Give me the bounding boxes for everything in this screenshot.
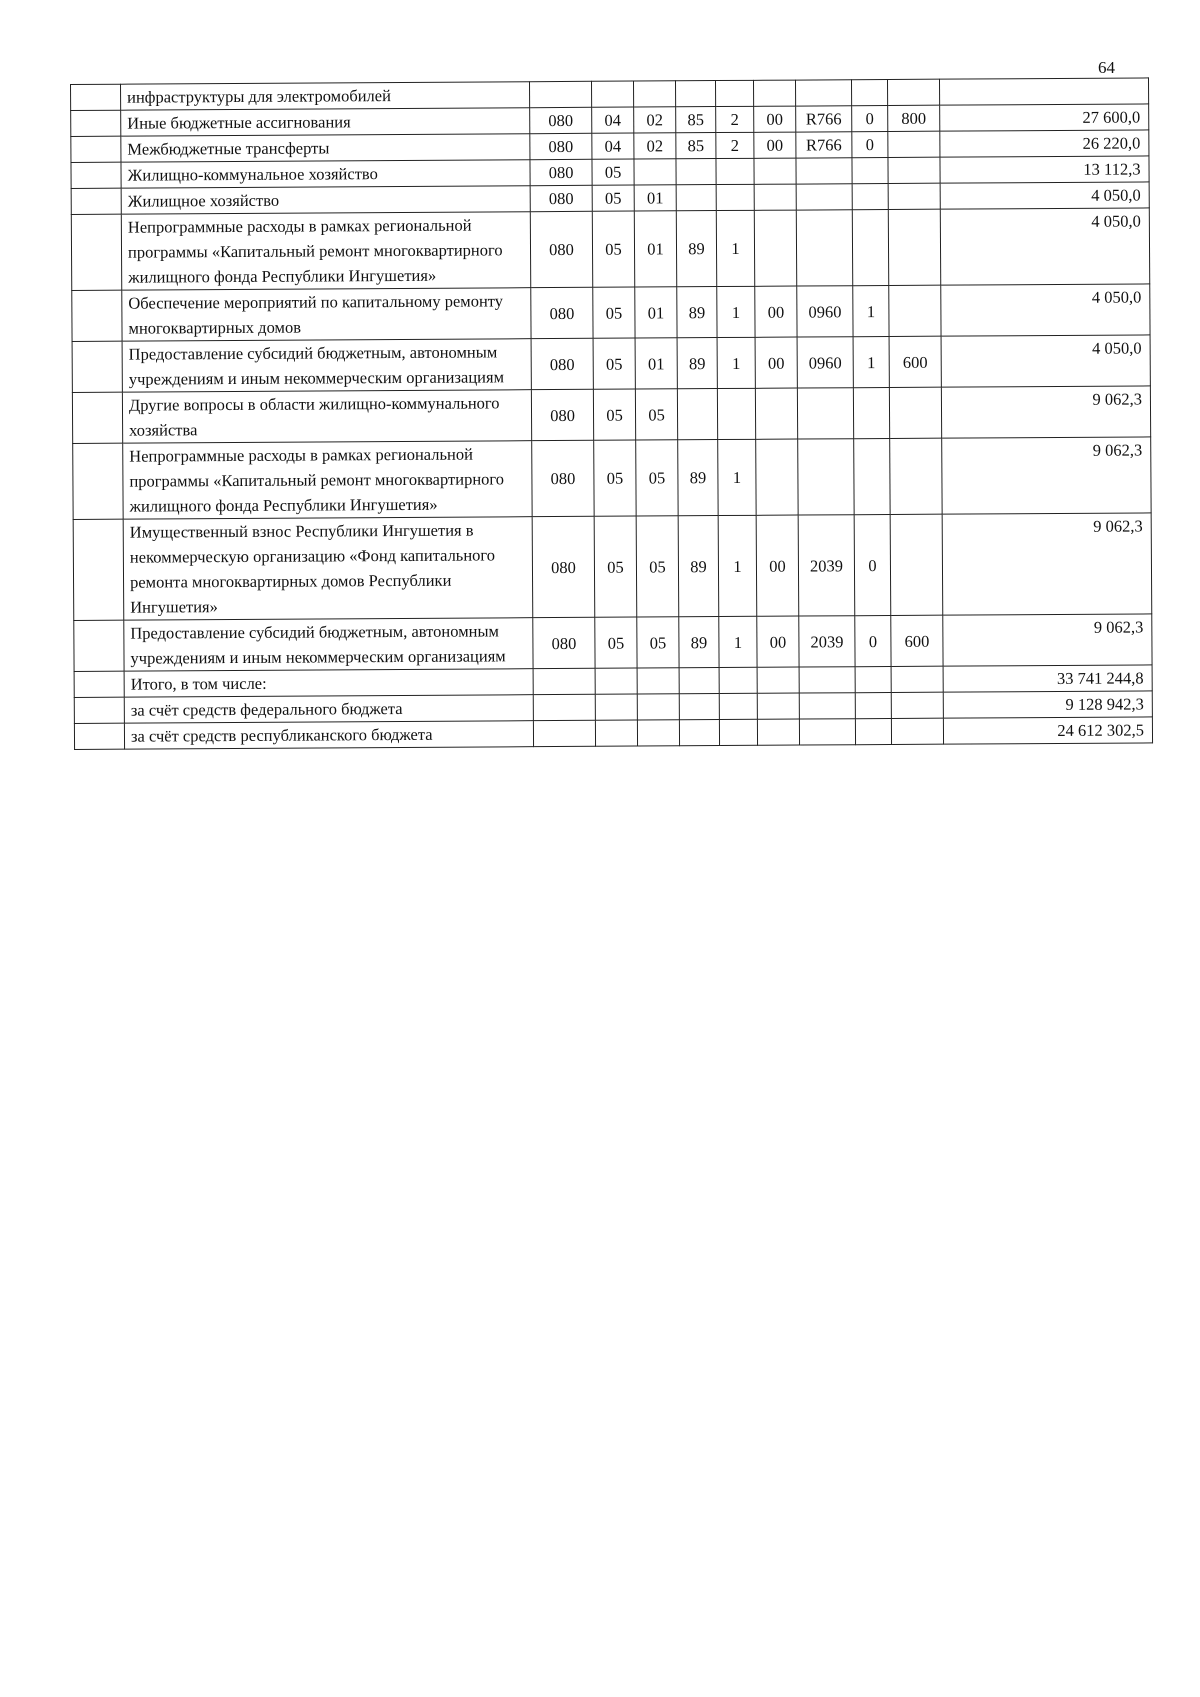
row-name: Предоставление субсидий бюджетным, автономным учреждениям и иным некоммерческим организациям [124, 618, 533, 671]
amount-cell: 9 062,3 [943, 614, 1152, 666]
section-code [591, 81, 633, 107]
subprogram-code: 1 [718, 439, 756, 515]
extra-code [855, 718, 891, 744]
table-row [73, 513, 1152, 621]
direction-code: 2039 [799, 616, 855, 667]
subsection-code: 02 [634, 133, 676, 159]
section-code [595, 668, 637, 694]
budget-table [70, 77, 1153, 750]
extra-code [852, 158, 888, 184]
section-code: 04 [592, 133, 634, 159]
amount-cell: 33 741 244,8 [943, 665, 1152, 692]
row-number-cell [73, 519, 124, 620]
extra-code: 1 [853, 337, 889, 388]
section-code: 04 [592, 107, 634, 133]
row-number-cell [71, 110, 121, 136]
subprogram-code [716, 158, 754, 184]
table-row [74, 614, 1152, 672]
row-number-cell [71, 136, 121, 162]
expense-type-code: 600 [889, 336, 941, 387]
admin-code [533, 694, 595, 720]
direction-code [798, 439, 854, 515]
event-code [757, 667, 799, 693]
expense-type-code [888, 157, 940, 183]
event-code: 00 [756, 515, 799, 616]
event-code [755, 388, 797, 439]
row-name: Другие вопросы в области жилищно-коммунального хозяйства [122, 390, 531, 443]
amount-cell: 4 050,0 [941, 284, 1150, 336]
row-number-cell [71, 214, 121, 290]
expense-type-code [888, 183, 940, 209]
expense-type-code [888, 131, 940, 157]
amount-cell: 13 112,3 [940, 156, 1149, 183]
admin-code: 080 [530, 133, 592, 159]
event-code: 00 [754, 132, 796, 158]
subsection-code [637, 668, 679, 694]
extra-code [855, 692, 891, 718]
subsection-code: 05 [637, 617, 679, 668]
subsection-code: 02 [634, 107, 676, 133]
extra-code [854, 438, 890, 514]
subprogram-code [719, 719, 757, 745]
program-code: 89 [678, 516, 719, 617]
subsection-code [634, 159, 676, 185]
program-code: 89 [678, 440, 718, 516]
row-name: Итого, в том числе: [124, 669, 533, 697]
row-name: Непрограммные расходы в рамках региональной программы «Капитальный ремонт многоквартирного жилищного фонда Республики Ингушетия» [121, 212, 530, 290]
row-number-cell [73, 443, 123, 519]
extra-code [852, 210, 888, 286]
expense-type-code [889, 285, 941, 336]
event-code: 00 [754, 106, 796, 132]
admin-code [533, 720, 595, 746]
extra-code: 0 [852, 106, 888, 132]
section-code [595, 694, 637, 720]
subsection-code: 05 [636, 516, 679, 617]
extra-code: 0 [854, 514, 891, 615]
program-code: 89 [677, 338, 717, 389]
program-code [679, 668, 719, 694]
event-code [754, 210, 796, 286]
row-number-cell [71, 162, 121, 188]
subsection-code: 01 [635, 338, 677, 389]
amount-cell: 9 062,3 [942, 437, 1151, 514]
row-number-cell [72, 341, 122, 392]
expense-type-code [889, 387, 941, 438]
event-code: 00 [755, 286, 797, 337]
section-code: 05 [595, 617, 637, 668]
section-code: 05 [592, 185, 634, 211]
admin-code: 080 [532, 516, 595, 617]
row-name: Иные бюджетные ассигнования [121, 108, 530, 136]
event-code [753, 80, 795, 106]
program-code [679, 720, 719, 746]
event-code [754, 184, 796, 210]
direction-code: 2039 [798, 515, 855, 616]
admin-code: 080 [531, 389, 593, 440]
subsection-code: 05 [635, 389, 677, 440]
section-code: 05 [592, 159, 634, 185]
admin-code: 080 [530, 211, 592, 287]
section-code: 05 [593, 389, 635, 440]
direction-code [799, 693, 855, 719]
subsection-code [637, 694, 679, 720]
amount-cell: 4 050,0 [940, 182, 1149, 209]
expense-type-code [888, 209, 940, 285]
row-name: Непрограммные расходы в рамках региональной программы «Капитальный ремонт многоквартирного жилищного фонда Республики Ингушетия» [123, 441, 532, 519]
admin-code: 080 [530, 185, 592, 211]
row-number-cell [74, 723, 124, 749]
subprogram-code [715, 80, 753, 106]
subprogram-code [717, 388, 755, 439]
section-code [595, 720, 637, 746]
program-code [676, 159, 716, 185]
section-code: 05 [593, 338, 635, 389]
row-number-cell [71, 84, 121, 110]
amount-cell: 9 062,3 [942, 513, 1152, 615]
table-row [72, 335, 1150, 393]
direction-code [796, 158, 852, 184]
table-row [73, 437, 1151, 520]
subsection-code: 01 [634, 211, 676, 287]
row-number-cell [74, 697, 124, 723]
row-name: Предоставление субсидий бюджетным, автономным учреждениям и иным некоммерческим организациям [122, 339, 531, 392]
expense-type-code [887, 79, 939, 105]
event-code: 00 [755, 337, 797, 388]
subsection-code: 05 [636, 440, 678, 516]
subsection-code: 01 [634, 185, 676, 211]
program-code [675, 81, 715, 107]
row-name: Имущественный взнос Республики Ингушетия в некоммерческую организацию «Фонд капитального ремонта многоквартирных домов Республики Ингушетия» [123, 517, 533, 620]
program-code: 89 [677, 287, 717, 338]
amount-cell: 9 128 942,3 [943, 691, 1152, 718]
amount-cell: 27 600,0 [940, 104, 1149, 131]
subprogram-code: 1 [717, 337, 755, 388]
subprogram-code: 1 [716, 210, 754, 286]
subprogram-code: 1 [717, 286, 755, 337]
row-number-cell [71, 188, 121, 214]
subprogram-code [716, 184, 754, 210]
row-name: Межбюджетные трансферты [121, 134, 530, 162]
subsection-code [637, 720, 679, 746]
direction-code [795, 80, 851, 106]
table-row [71, 208, 1149, 291]
table-row [72, 386, 1150, 444]
subsection-code: 01 [635, 287, 677, 338]
admin-code: 080 [532, 440, 594, 516]
program-code: 85 [676, 107, 716, 133]
direction-code [797, 388, 853, 439]
event-code [756, 439, 798, 515]
row-name: инфраструктуры для электромобилей [121, 82, 530, 110]
subprogram-code [719, 667, 757, 693]
expense-type-code [891, 666, 943, 692]
program-code [676, 185, 716, 211]
direction-code: R766 [796, 132, 852, 158]
extra-code [852, 184, 888, 210]
extra-code [853, 388, 889, 439]
row-number-cell [74, 671, 124, 697]
subprogram-code: 1 [719, 616, 757, 667]
event-code: 00 [757, 616, 799, 667]
expense-type-code [890, 438, 942, 514]
subsection-code [633, 81, 675, 107]
subprogram-code: 1 [718, 515, 757, 616]
amount-cell: 24 612 302,5 [943, 717, 1152, 744]
amount-cell: 4 050,0 [941, 335, 1150, 387]
direction-code [796, 210, 852, 286]
amount-cell: 9 062,3 [941, 386, 1150, 438]
admin-code: 080 [531, 287, 593, 338]
admin-code [533, 668, 595, 694]
amount-cell: 4 050,0 [940, 208, 1149, 285]
row-name: за счёт средств республиканского бюджета [124, 721, 533, 749]
extra-code: 0 [855, 615, 891, 666]
extra-code: 1 [853, 286, 889, 337]
program-code: 85 [676, 133, 716, 159]
subprogram-code: 2 [716, 132, 754, 158]
program-code [677, 389, 717, 440]
row-number-cell [72, 392, 122, 443]
amount-cell [939, 78, 1148, 105]
expense-type-code: 800 [888, 105, 940, 131]
event-code [757, 693, 799, 719]
row-name: за счёт средств федерального бюджета [124, 695, 533, 723]
section-code: 05 [594, 440, 636, 516]
direction-code: R766 [796, 106, 852, 132]
expense-type-code [891, 718, 943, 744]
row-name: Жилищное хозяйство [121, 186, 530, 214]
direction-code [799, 719, 855, 745]
row-number-cell [74, 620, 124, 671]
expense-type-code [891, 692, 943, 718]
amount-cell: 26 220,0 [940, 130, 1149, 157]
direction-code: 0960 [797, 286, 853, 337]
admin-code: 080 [530, 159, 592, 185]
subprogram-code [719, 693, 757, 719]
admin-code [529, 81, 591, 107]
row-number-cell [72, 290, 122, 341]
admin-code: 080 [533, 617, 595, 668]
section-code: 05 [592, 211, 634, 287]
section-code: 05 [593, 287, 635, 338]
subprogram-code: 2 [716, 106, 754, 132]
direction-code: 0960 [797, 337, 853, 388]
table-row [72, 284, 1150, 342]
event-code [757, 719, 799, 745]
direction-code [796, 184, 852, 210]
expense-type-code [890, 514, 943, 615]
admin-code: 080 [530, 107, 592, 133]
expense-type-code: 600 [891, 615, 943, 666]
row-name: Жилищно-коммунальное хозяйство [121, 160, 530, 188]
admin-code: 080 [531, 338, 593, 389]
program-code: 89 [679, 617, 719, 668]
extra-code [855, 666, 891, 692]
section-code: 05 [594, 516, 637, 617]
page-number: 64 [1098, 58, 1115, 77]
direction-code [799, 667, 855, 693]
row-name: Обеспечение мероприятий по капитальному ремонту многоквартирных домов [122, 288, 531, 341]
event-code [754, 158, 796, 184]
extra-code [851, 80, 887, 106]
program-code: 89 [676, 211, 716, 287]
program-code [679, 694, 719, 720]
extra-code: 0 [852, 132, 888, 158]
